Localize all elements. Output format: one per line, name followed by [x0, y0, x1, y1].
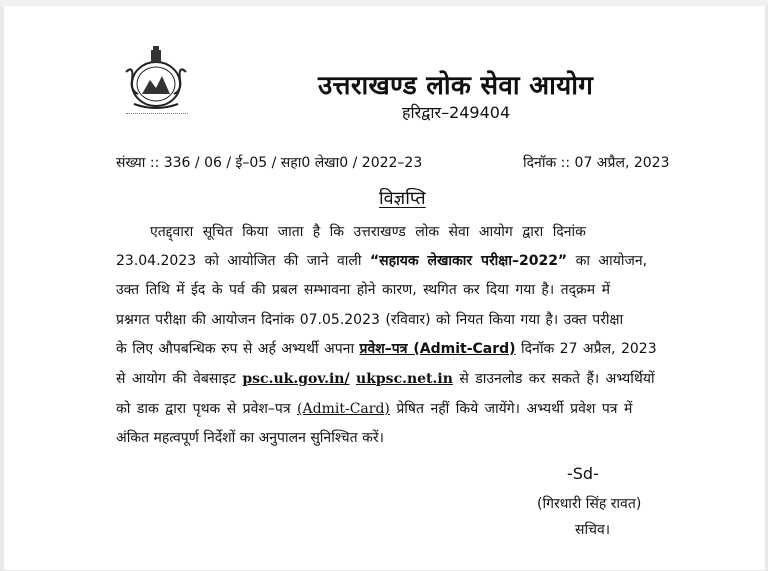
- organization-title: उत्तराखण्ड लोक सेवा आयोग: [318, 71, 594, 101]
- notice-line-6: [116, 369, 655, 388]
- line-2-text-a: 23.04.2023 को आयोजित की जाने वाली: [116, 253, 362, 269]
- signatory-designation: सचिव।: [575, 522, 611, 538]
- notice-line-8: अंकित महत्वपूर्ण निर्देशों का अनुपालन सुनिश्चित करें।: [116, 430, 384, 446]
- signatory-name: (गिरधारी सिंह रावत): [537, 496, 642, 512]
- notice-line-2: [116, 251, 647, 270]
- notice-date: दिनॉक :: 07 अप्रैल, 2023: [523, 155, 670, 171]
- reference-number: संख्या :: 336 / 06 / ई–05 / सहा0 लेखा0 / 2022–23: [116, 155, 423, 171]
- notice-line-4: प्रश्नगत परीक्षा की आयोजन दिनांक 07.05.2023 (रविवार) को नियत किया गया है। उक्त परीक्षा: [116, 312, 624, 328]
- line-5-text-c: दिनॉक 27 अप्रैल, 2023: [521, 341, 657, 357]
- notice-line-1: एतद्द्वारा सूचित किया जाता है कि उत्तराखण्ड लोक सेवा आयोग द्वारा दिनांक: [150, 224, 586, 240]
- line-7-text-c: प्रेषित नहीं किये जायेंगे। अभ्यर्थी प्रवेश पत्र में: [396, 401, 633, 417]
- signature-mark: -Sd-: [567, 464, 599, 483]
- website-link-2[interactable]: ukpsc.net.in: [356, 371, 453, 387]
- line-6-text-d: से डाउनलोड कर सकते हैं। अभ्यर्थियों: [459, 371, 655, 387]
- organization-address: हरिद्वार–249404: [402, 103, 511, 122]
- line-5-text-a: के लिए औपबन्धिक रुप से अर्ह अभ्यर्थी अपना: [116, 341, 355, 357]
- website-link-1[interactable]: psc.uk.gov.in/: [242, 371, 350, 387]
- admit-card-text: (Admit-Card): [297, 401, 390, 417]
- commission-emblem-icon: [120, 44, 192, 114]
- notice-line-3: उक्त तिथि में ईद के पर्व की प्रबल सम्भावना होने कारण, स्थगित कर दिया गया है। तद्क्रम में: [116, 282, 610, 298]
- admit-card-bold: प्रवेश–पत्र (Admit-Card): [359, 341, 516, 357]
- line-6-text-a: से आयोग की वेबसाइट: [116, 371, 236, 387]
- exam-name: “सहायक लेखाकार परीक्षा–2022”: [369, 253, 568, 269]
- line-2-text-c: का आयोजन,: [575, 253, 648, 269]
- emblem-caption-line: [126, 113, 188, 117]
- notice-heading: विज्ञप्ति: [379, 188, 426, 209]
- line-7-text-a: को डाक द्वारा पृथक से प्रवेश–पत्र: [116, 401, 291, 417]
- notice-line-7: [116, 399, 632, 418]
- notice-line-5: [116, 339, 657, 358]
